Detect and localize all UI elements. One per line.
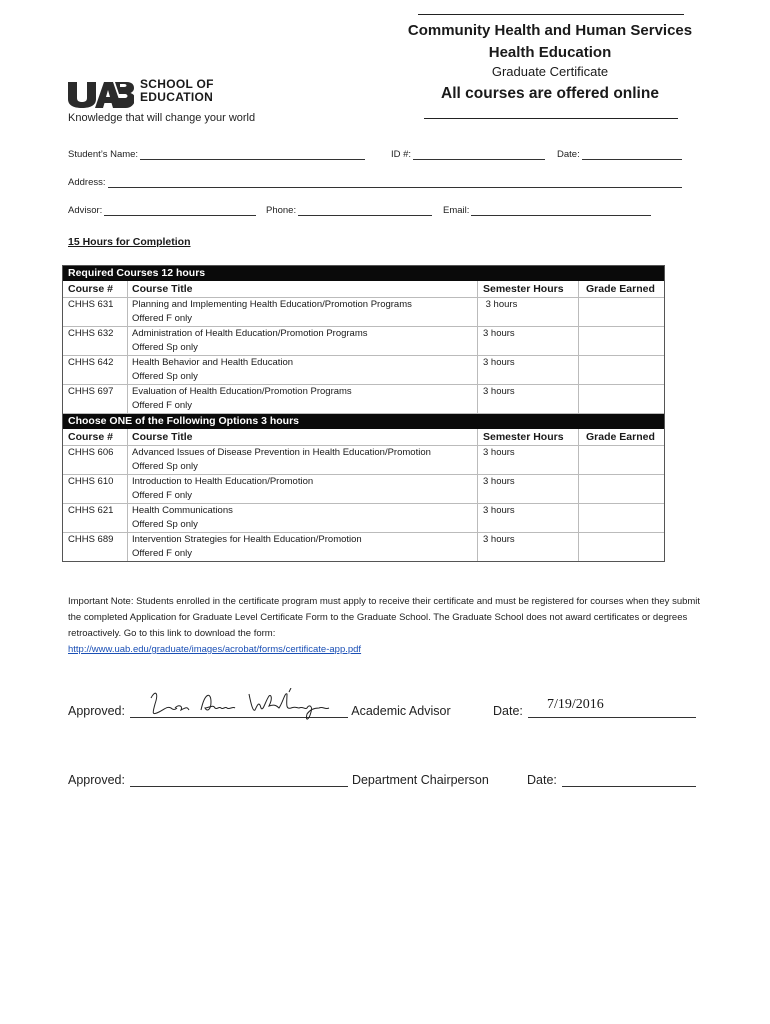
title-line-2: Health Education — [488, 44, 612, 61]
col-course-num: Course # — [68, 283, 113, 295]
page-title — [400, 20, 700, 64]
chair-signature-line[interactable] — [130, 772, 348, 787]
advisor-label: Advisor: — [68, 205, 103, 216]
chair-approval-row — [68, 772, 489, 787]
student-name-label: Student’s Name: — [68, 149, 139, 160]
course-num: CHHS 689 — [68, 534, 114, 545]
advisor-date-value: 7/19/2016 — [547, 697, 604, 712]
course-title: Advanced Issues of Disease Prevention in Health Education/Promotion Offered Sp only — [132, 446, 477, 474]
course-offered: Offered Sp only — [132, 342, 198, 353]
address-field[interactable] — [68, 177, 682, 188]
course-offered: Offered F only — [132, 400, 193, 411]
course-num: CHHS 632 — [68, 328, 114, 339]
chair-date-label: Date: — [527, 773, 557, 787]
course-hours: 3 hours — [483, 328, 515, 339]
table-row — [63, 475, 664, 504]
advisor-role-label: Academic Advisor — [351, 704, 451, 718]
col-course-title: Course Title — [132, 431, 193, 443]
course-title: Planning and Implementing Health Education/Promotion Programs Offered F only — [132, 298, 477, 326]
uab-logo-mark — [68, 82, 134, 108]
col-semester-hours: Semester Hours — [483, 283, 564, 295]
course-num: CHHS 697 — [68, 386, 114, 397]
advisor-line[interactable] — [104, 205, 256, 216]
table-row — [63, 385, 664, 414]
course-num: CHHS 606 — [68, 447, 114, 458]
course-offered: Offered F only — [132, 490, 193, 501]
address-label: Address: — [68, 177, 106, 188]
address-line[interactable] — [108, 177, 682, 188]
col-course-title: Course Title — [132, 283, 193, 295]
table-header-row — [63, 281, 664, 298]
table-row — [63, 356, 664, 385]
course-title: Health Behavior and Health Education Offered Sp only — [132, 356, 477, 384]
certificate-form-link[interactable]: http://www.uab.edu/graduate/images/acrobat/forms/certificate-app.pdf — [68, 644, 362, 655]
course-hours: 3 hours — [483, 357, 515, 368]
advisor-signature — [145, 688, 345, 722]
chair-role-label: Department Chairperson — [351, 773, 489, 787]
id-field[interactable] — [391, 149, 545, 160]
email-line[interactable] — [471, 205, 651, 216]
course-hours: 3 hours — [483, 476, 515, 487]
phone-label: Phone: — [266, 205, 297, 216]
course-title: Intervention Strategies for Health Education/Promotion Offered F only — [132, 533, 477, 561]
advisor-field[interactable] — [68, 205, 256, 216]
col-course-num: Course # — [68, 431, 113, 443]
course-hours: 3 hours — [483, 386, 515, 397]
important-note — [68, 594, 708, 658]
table-row — [63, 446, 664, 475]
course-hours: 3 hours — [483, 505, 515, 516]
student-name-line[interactable] — [140, 149, 365, 160]
table-row — [63, 327, 664, 356]
subtitle: Graduate Certificate — [491, 64, 609, 79]
col-grade-earned: Grade Earned — [586, 283, 655, 295]
title-line-1: Community Health and Human Services — [407, 22, 693, 39]
course-hours: 3 hours — [483, 299, 518, 310]
col-semester-hours: Semester Hours — [483, 431, 564, 443]
required-courses-band: Required Courses 12 hours — [63, 266, 664, 281]
student-name-field[interactable] — [68, 149, 365, 160]
tagline: Knowledge that will change your world — [68, 112, 256, 124]
course-hours: 3 hours — [483, 447, 515, 458]
school-of-education-text: SCHOOL OF EDUCATION — [140, 77, 214, 104]
course-title: Evaluation of Health Education/Promotion Programs Offered F only — [132, 385, 477, 413]
id-line[interactable] — [413, 149, 545, 160]
course-num: CHHS 642 — [68, 357, 114, 368]
course-hours: 3 hours — [483, 534, 515, 545]
note-text: Important Note: Students enrolled in the certificate program must apply to receive their certificate and must be registered for courses when they submit the completed Application for Graduate Level Certificate Form to the Graduate School. The Graduate School does not award certificates or degrees retroactively. Go to this link to download the form: — [68, 596, 701, 639]
course-num: CHHS 621 — [68, 505, 114, 516]
approved-label: Approved: — [68, 704, 125, 718]
header-top-rule — [418, 14, 684, 15]
advisor-date-label: Date: — [493, 704, 523, 718]
email-label: Email: — [443, 205, 470, 216]
course-offered: Offered F only — [132, 548, 193, 559]
date-label: Date: — [557, 149, 580, 160]
course-offered: Offered Sp only — [132, 371, 198, 382]
phone-line[interactable] — [298, 205, 432, 216]
table-row — [63, 533, 664, 561]
course-offered: Offered Sp only — [132, 461, 198, 472]
course-offered: Offered Sp only — [132, 519, 198, 530]
col-grade-earned: Grade Earned — [586, 431, 655, 443]
phone-field[interactable] — [266, 205, 432, 216]
course-table — [62, 265, 665, 562]
hours-for-completion: 15 Hours for Completion — [68, 236, 191, 248]
date-line[interactable] — [582, 149, 682, 160]
course-num: CHHS 631 — [68, 299, 114, 310]
course-offered: Offered F only — [132, 313, 193, 324]
approved-label: Approved: — [68, 773, 125, 787]
table-row — [63, 298, 664, 327]
date-field[interactable] — [557, 149, 682, 160]
course-title: Health Communications Offered Sp only — [132, 504, 477, 532]
table-row — [63, 504, 664, 533]
course-title: Administration of Health Education/Promotion Programs Offered Sp only — [132, 327, 477, 355]
table-header-row — [63, 429, 664, 446]
header-bottom-rule — [424, 118, 678, 119]
online-notice: All courses are offered online — [441, 85, 659, 102]
course-title: Introduction to Health Education/Promotion Offered F only — [132, 475, 477, 503]
options-band: Choose ONE of the Following Options 3 hours — [63, 414, 664, 429]
course-num: CHHS 610 — [68, 476, 114, 487]
chair-date-row — [527, 772, 696, 787]
id-label: ID #: — [391, 149, 412, 160]
chair-date-line[interactable] — [562, 772, 696, 787]
email-field[interactable] — [443, 205, 651, 216]
